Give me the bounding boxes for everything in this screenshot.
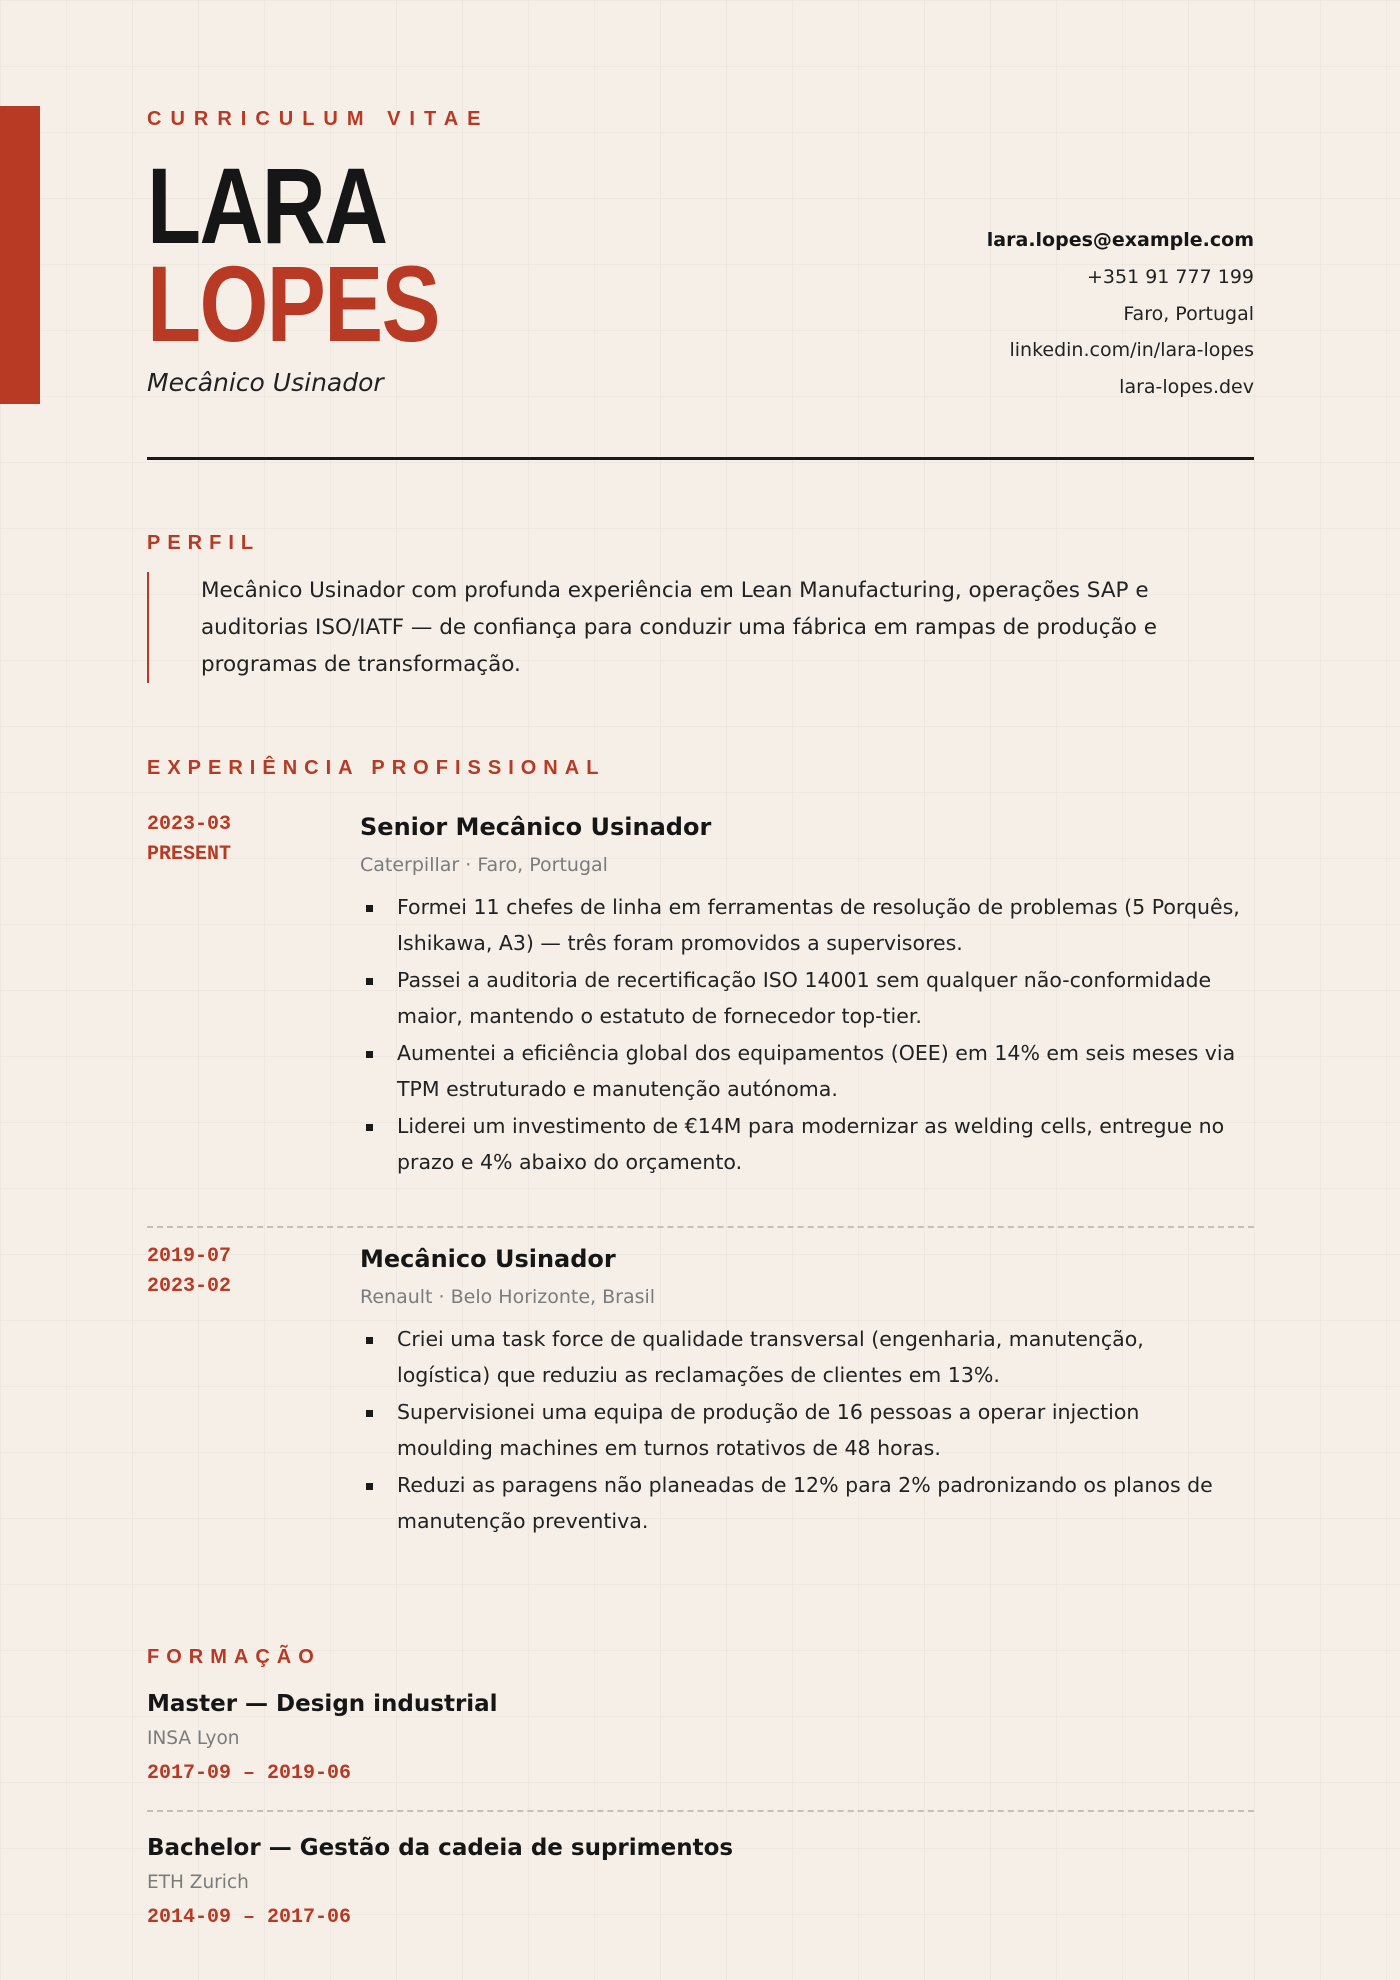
header-divider	[147, 457, 1254, 460]
section-title-education: FORMAÇÃO	[147, 1646, 321, 1668]
contact-website[interactable]: lara-lopes.dev	[1119, 376, 1254, 399]
job-end-date: PRESENT	[147, 843, 232, 866]
job-bullet: Criei uma task force de qualidade transversal (engenharia, manutenção, logística) que reduziu as reclamações de clientes em 13%.	[360, 1322, 1240, 1393]
contact-email[interactable]: lara.lopes@example.com	[986, 229, 1254, 251]
last-name: LOPES	[147, 243, 439, 364]
job-body	[360, 1242, 1240, 1541]
education-school: INSA Lyon	[147, 1728, 240, 1749]
job-start-date: 2023-03	[147, 813, 232, 836]
first-name: LARA	[147, 145, 387, 266]
education-degree: Master — Design industrial	[147, 1691, 498, 1717]
job-role: Mecânico Usinador	[147, 368, 384, 397]
education-dates: 2014-09 – 2017-06	[147, 1906, 352, 1929]
job-bullet: Formei 11 chefes de linha em ferramentas de resolução de problemas (5 Porquês, Ishikawa, A3) — três foram promovidos a supervisores.	[360, 890, 1240, 961]
contact-location: Faro, Portugal	[1123, 302, 1254, 325]
accent-bar	[0, 106, 40, 404]
job-start-date: 2019-07	[147, 1245, 232, 1268]
job-title: Mecânico Usinador	[360, 1245, 616, 1273]
job-bullet: Liderei um investimento de €14M para modernizar as welding cells, entregue no prazo e 4% abaixo do orçamento.	[360, 1109, 1240, 1180]
education-divider	[147, 1810, 1254, 1812]
section-title-profile: PERFIL	[147, 532, 261, 554]
education-entry	[147, 1832, 1254, 1932]
job-title: Senior Mecânico Usinador	[360, 813, 712, 841]
education-dates: 2017-09 – 2019-06	[147, 1762, 352, 1785]
job-bullet-list	[360, 1322, 1240, 1539]
job-bullet-list	[360, 890, 1240, 1180]
job-dates	[147, 810, 231, 870]
contact-phone: +351 91 777 199	[1086, 265, 1254, 288]
job-dates	[147, 1242, 231, 1302]
education-degree: Bachelor — Gestão da cadeia de suprimentos	[147, 1835, 734, 1861]
contact-linkedin[interactable]: linkedin.com/in/lara-lopes	[1009, 339, 1254, 362]
job-end-date: 2023-02	[147, 1275, 232, 1298]
job-bullet: Reduzi as paragens não planeadas de 12% para 2% padronizando os planos de manutenção preventiva.	[360, 1468, 1240, 1539]
job-bullet: Aumentei a eficiência global dos equipamentos (OEE) em 14% em seis meses via TPM estruturado e manutenção autónoma.	[360, 1036, 1240, 1107]
section-title-experience: EXPERIÊNCIA PROFISSIONAL	[147, 757, 606, 779]
contact-block	[987, 222, 1254, 406]
document-kicker: CURRICULUM VITAE	[147, 108, 490, 130]
profile-summary: Mecânico Usinador com profunda experiência em Lean Manufacturing, operações SAP e auditorias ISO/IATF — de confiança para conduzir uma fábrica em rampas de produção e programas de transformação.	[147, 572, 1237, 683]
job-bullet: Passei a auditoria de recertificação ISO 14001 sem qualquer não-conformidade maior, mantendo o estatuto de fornecedor top-tier.	[360, 963, 1240, 1034]
job-company-location: Renault · Belo Horizonte, Brasil	[360, 1286, 656, 1308]
education-school: ETH Zurich	[147, 1872, 249, 1893]
education-entry	[147, 1688, 1254, 1788]
job-divider	[147, 1226, 1254, 1228]
job-body	[360, 810, 1240, 1182]
job-company-location: Caterpillar · Faro, Portugal	[360, 854, 608, 876]
job-bullet: Supervisionei uma equipa de produção de 16 pessoas a operar injection moulding machines em turnos rotativos de 48 horas.	[360, 1395, 1240, 1466]
